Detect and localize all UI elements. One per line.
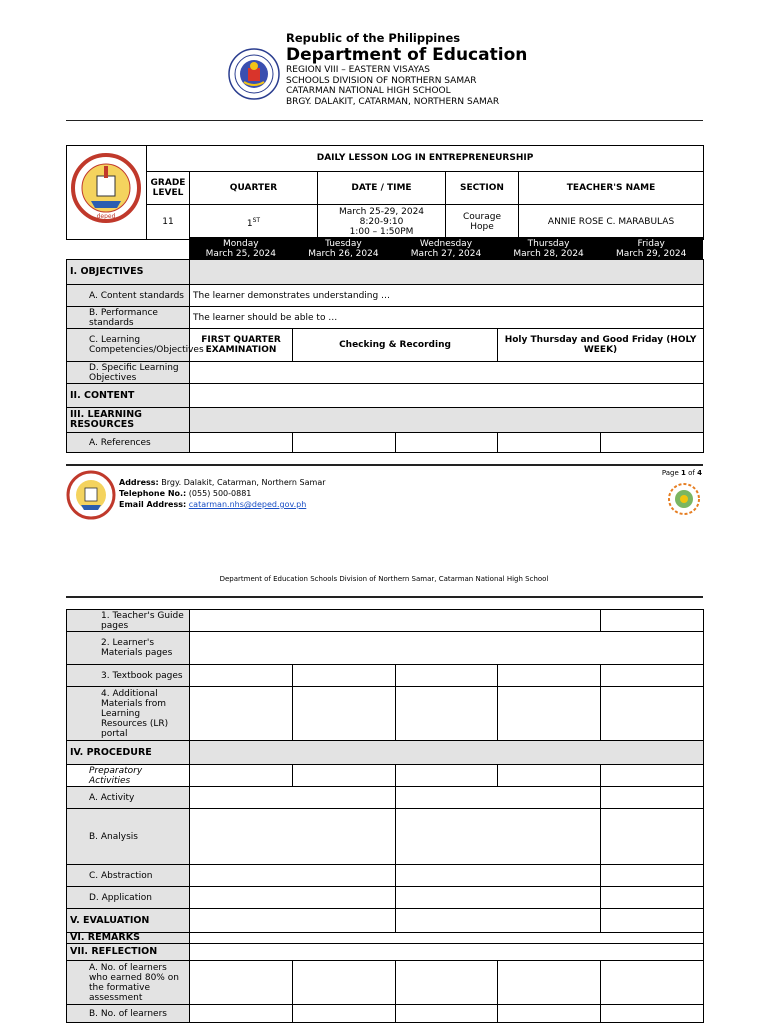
activity-label: A. Activity (67, 787, 190, 809)
learning-resources-fill (190, 408, 704, 433)
day-wednesday: Wednesday March 27, 2024 (395, 238, 498, 260)
page2-header: Department of Education Schools Division of Northern Samar, Catarman National High School (219, 575, 549, 583)
col-grade-level: GRADE LEVEL (147, 171, 190, 205)
day-header-band (189, 237, 703, 260)
department-title: Department of Education (286, 45, 528, 65)
application-label: D. Application (67, 887, 190, 909)
procedure-table (66, 609, 704, 1023)
learners-label: B. No. of learners (67, 1005, 190, 1023)
references-label: A. References (67, 433, 190, 453)
day-tuesday: Tuesday March 26, 2024 (292, 238, 395, 260)
content-standards-label: A. Content standards (67, 285, 190, 307)
procedure-fill (190, 741, 704, 765)
log-title: DAILY LESSON LOG IN ENTREPRENEURSHIP (147, 146, 704, 172)
performance-standards-label: B. Performance standards (67, 307, 190, 329)
additional-materials-label: 4. Additional Materials from Learning Resources (LR) portal (67, 687, 190, 741)
remarks-heading: VI. REMARKS (67, 933, 190, 944)
footer-email-link[interactable]: catarman.nhs@deped.gov.ph (188, 500, 307, 509)
section-value: Courage Hope (446, 205, 519, 240)
footer-logo (66, 470, 116, 522)
col-quarter: QUARTER (190, 171, 318, 205)
content-standards-text: The learner demonstrates understanding … (190, 285, 704, 307)
day-thursday: Thursday March 28, 2024 (497, 238, 600, 260)
school-label: CATARMAN NATIONAL HIGH SCHOOL (286, 86, 451, 96)
learners-80-label: A. No. of learners who earned 80% on the formative assessment (67, 961, 190, 1005)
svg-text:deped: deped (96, 213, 116, 220)
grade-value: 11 (147, 205, 190, 240)
content-fill (190, 384, 704, 408)
abstraction-label: C. Abstraction (67, 865, 190, 887)
page-indicator: Page 1 of 4 (661, 469, 702, 477)
header-divider (66, 120, 703, 121)
deped-seal (228, 48, 280, 100)
objectives-fill (190, 260, 704, 285)
quarter-value: 1ST (190, 205, 318, 240)
competencies-label: C. Learning Competencies/Objectives (67, 329, 190, 362)
reflection-heading: VII. REFLECTION (67, 944, 190, 961)
col-teacher: TEACHER'S NAME (519, 171, 704, 205)
evaluation-heading: V. EVALUATION (67, 909, 190, 933)
republic-label: Republic of the Philippines (286, 31, 461, 45)
header-block (286, 31, 527, 107)
col-date-time: DATE / TIME (318, 171, 446, 205)
performance-standards-text: The learner should be able to … (190, 307, 704, 329)
content-heading: II. CONTENT (67, 384, 190, 408)
footer-address: Brgy. Dalakit, Catarman, Northern Samar (161, 478, 326, 487)
learning-resources-heading: III. LEARNING RESOURCES (67, 408, 190, 433)
objectives-heading: I. OBJECTIVES (67, 260, 190, 285)
day-monday: Monday March 25, 2024 (190, 238, 293, 260)
textbook-label: 3. Textbook pages (67, 665, 190, 687)
analysis-label: B. Analysis (67, 809, 190, 865)
footer-contact: Address: Brgy. Dalakit, Catarman, Northern Samar Telephone No.: (055) 500-0881 Email Address: catarman.nhs@deped.gov.ph (119, 478, 326, 509)
preparatory-label: Preparatory Activities (67, 765, 190, 787)
school-address: BRGY. DALAKIT, CATARMAN, NORTHERN SAMAR (286, 96, 500, 107)
specific-objectives-fill (190, 362, 704, 384)
learners-materials-label: 2. Learner's Materials pages (67, 632, 190, 665)
specific-objectives-label: D. Specific Learning Objectives (67, 362, 190, 384)
checking-cell: Checking & Recording (293, 329, 498, 362)
footer-telephone: (055) 500-0881 (188, 489, 252, 498)
date-value: March 25-29, 2024 8:20-9:10 1:00 – 1:50PM (318, 205, 446, 240)
exam-cell: FIRST QUARTER EXAMINATION (190, 329, 293, 362)
school-logo-cell (67, 146, 147, 240)
footer-divider (66, 464, 703, 466)
teacher-value: ANNIE ROSE C. MARABULAS (519, 205, 704, 240)
holy-week-cell: Holy Thursday and Good Friday (HOLY WEEK) (498, 329, 704, 362)
teachers-guide-label: 1. Teacher's Guide pages (67, 610, 190, 632)
region-label: REGION VIII – EASTERN VISAYAS (286, 65, 430, 75)
objectives-table (66, 259, 704, 453)
col-section: SECTION (446, 171, 519, 205)
day-friday: Friday March 29, 2024 (600, 238, 703, 260)
page2-divider (66, 596, 703, 598)
matatag-badge (667, 482, 701, 516)
procedure-heading: IV. PROCEDURE (67, 741, 190, 765)
lesson-log-table (66, 145, 704, 240)
school-logo (67, 146, 145, 236)
division-label: SCHOOLS DIVISION OF NORTHERN SAMAR (286, 75, 477, 86)
